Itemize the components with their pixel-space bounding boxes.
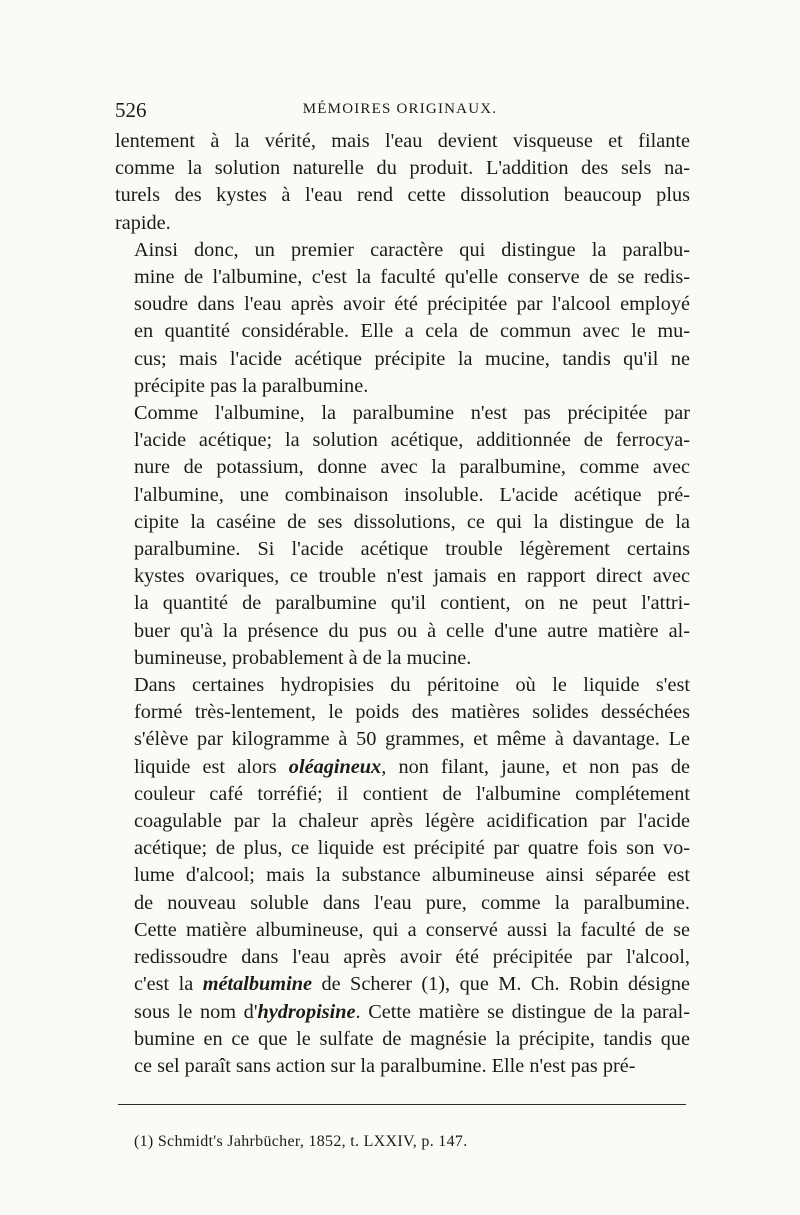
italic-term: métalbumine [202,973,313,996]
text-line: Dans certaines hydropisies du péritoine où le liquide s'est [134,674,690,697]
text-line: turels des kystes à l'eau rend cette dissolution beaucoup plus [115,184,690,207]
text-line: s'élève par kilogramme à 50 grammes, et même à davantage. Le [134,728,690,751]
text-line: lume d'alcool; mais la substance albumineuse ainsi séparée est [134,864,690,887]
running-title: MÉMOIRES ORIGINAUX. [302,101,498,117]
text-line: cipite la caséine de ses dissolutions, ce qui la distingue de la [134,510,690,533]
text-line: l'acide acétique; la solution acétique, additionnée de ferrocya- [134,429,690,452]
text-line: paralbumine. Si l'acide acétique trouble légèrement certains [134,538,690,561]
italic-term: oléagineux [288,755,382,778]
footnote: (1) Schmidt's Jahrbücher, 1852, t. LXXIV, p. 147. [134,1133,468,1150]
text-line: ce sel paraît sans action sur la paralbumine. Elle n'est pas pré- [134,1054,636,1077]
text-line: kystes ovariques, ce trouble n'est jamais en rapport direct avec [134,565,690,588]
text-line: de nouveau soluble dans l'eau pure, comme la paralbumine. [134,891,690,914]
body-text [115,128,690,1080]
italic-term: hydropisine [257,1000,356,1023]
text-line: couleur café torréfié; il contient de l'albumine complétement [134,782,690,805]
text-line: nure de potassium, donne avec la paralbumine, comme avec [134,456,690,479]
text-line: en quantité considérable. Elle a cela de commun avec le mu- [134,320,690,343]
paragraph [115,400,690,672]
text-line: lentement à la vérité, mais l'eau devient visqueuse et filante [115,130,690,152]
page-header [115,98,685,122]
text-line: rapide. [115,211,171,234]
text-line: la quantité de paralbumine qu'il contient, on ne peut l'attri- [134,592,690,615]
text-line: soudre dans l'eau après avoir été précipitée par l'alcool employé [134,293,690,316]
paragraph [115,237,690,400]
text-line: bumine en ce que le sulfate de magnésie la précipite, tandis que [134,1027,690,1050]
text-line: Cette matière albumineuse, qui a conservé aussi la faculté de se [134,918,690,941]
text-line: mine de l'albumine, c'est la faculté qu'elle conserve de se redis- [134,266,690,289]
text-line: précipite pas la paralbumine. [134,374,369,397]
text-line: acétique; de plus, ce liquide est précipité par quatre fois son vo- [134,837,690,860]
footnote-rule [118,1104,686,1105]
paragraph [115,128,690,237]
paragraph [115,672,690,1080]
text-line: cus; mais l'acide acétique précipite la mucine, tandis qu'il ne [134,347,690,370]
text-line: redissoudre dans l'eau après avoir été précipitée par l'alcool, [134,946,690,969]
text-line: l'albumine, une combinaison insoluble. L'acide acétique pré- [134,483,690,506]
text-line: buer qu'à la présence du pus ou à celle d'une autre matière al- [134,619,690,642]
text-line: sous le nom d'hydropisine. Cette matière se distingue de la paral- [134,1000,691,1023]
text-line: liquide est alors oléagineux, non filant, jaune, et non pas de [134,755,690,778]
text-line: formé très-lentement, le poids des matières solides desséchées [134,701,690,724]
page-number: 526 [115,98,147,122]
text-line: c'est la métalbumine de Scherer (1), que M. Ch. Robin désigne [134,973,690,996]
text-line: Ainsi donc, un premier caractère qui distingue la paralbu- [134,238,690,261]
text-line: coagulable par la chaleur après légère acidification par l'acide [134,810,690,833]
text-line: Comme l'albumine, la paralbumine n'est pas précipitée par [134,402,690,425]
text-line: comme la solution naturelle du produit. L'addition des sels na- [115,157,690,180]
text-line: bumineuse, probablement à de la mucine. [134,646,472,669]
